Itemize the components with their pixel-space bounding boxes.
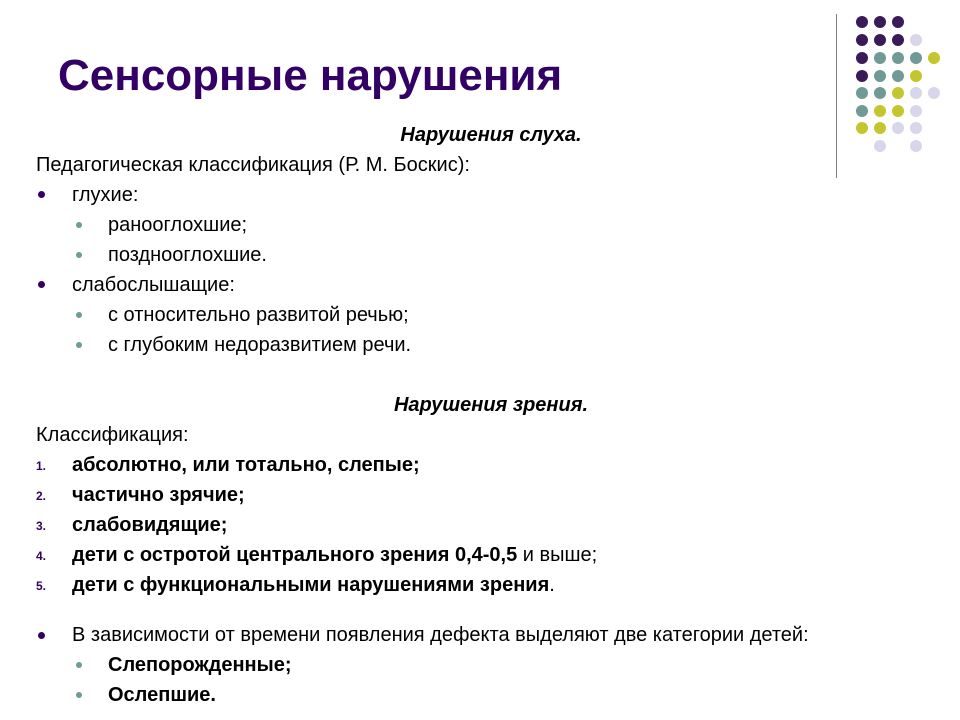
item-text-rest: . (549, 574, 555, 596)
item-number: 4. (36, 549, 47, 563)
decorative-dot (856, 52, 868, 64)
list-item (36, 240, 906, 270)
item-number: 1. (36, 459, 47, 473)
decorative-dot (910, 70, 922, 82)
decorative-dot (892, 70, 904, 82)
decorative-dot (892, 52, 904, 64)
sub-item: с относительно развитой речью; (108, 304, 409, 326)
item-number: 5. (36, 579, 47, 593)
numbered-item (36, 540, 906, 570)
decorative-dot (892, 34, 904, 46)
bullet-icon (76, 252, 82, 258)
decorative-dot (892, 105, 904, 117)
list-item (36, 620, 906, 650)
list-item (36, 330, 906, 360)
group-label: глухие: (72, 184, 139, 206)
list-item (36, 210, 906, 240)
list-item (36, 300, 906, 330)
bullet-icon (76, 222, 82, 228)
numbered-item (36, 570, 906, 600)
vision-heading: Нарушения зрения. (393, 394, 589, 416)
slide-content (36, 120, 906, 710)
item-number: 3. (36, 519, 47, 533)
item-text: абсолютно, или тотально, слепые; (72, 454, 420, 476)
decorative-dot (856, 105, 868, 117)
decorative-dot (874, 34, 886, 46)
decorative-dot (874, 52, 886, 64)
bullet-icon (38, 281, 45, 288)
list-item (36, 650, 906, 680)
item-text: дети с остротой центрального зрения 0,4-0,5 (72, 544, 518, 566)
sub-item: Ослепшие. (108, 684, 216, 706)
numbered-item (36, 510, 906, 540)
decorative-dot (874, 105, 886, 117)
list-item (36, 270, 906, 300)
numbered-item (36, 480, 906, 510)
list-item (36, 680, 906, 710)
decorative-dot (928, 52, 940, 64)
decorative-dot (856, 16, 868, 28)
sub-item: Слепорожденные; (108, 654, 292, 676)
bullet-icon (76, 692, 82, 698)
slide-title: Сенсорные нарушения (58, 51, 563, 100)
hearing-classification: Педагогическая классификация (Р. М. Боскис): (36, 154, 470, 176)
bullet-icon (38, 191, 45, 198)
item-text: слабовидящие; (72, 514, 228, 536)
group-label: слабослышащие: (72, 274, 235, 296)
decorative-dot (910, 122, 922, 134)
bullet-icon (76, 312, 82, 318)
numbered-item (36, 450, 906, 480)
vision-classification: Классификация: (36, 424, 189, 446)
decorative-dot (910, 34, 922, 46)
decorative-dot (856, 34, 868, 46)
bullet-icon (38, 632, 45, 639)
time-text: В зависимости от времени появления дефекта выделяют две категории детей: (72, 624, 809, 646)
item-text: частично зрячие; (72, 484, 245, 506)
decorative-dot (874, 16, 886, 28)
decorative-dot (856, 87, 868, 99)
bullet-icon (76, 342, 82, 348)
decorative-dot (892, 87, 904, 99)
hearing-heading: Нарушения слуха. (400, 124, 582, 146)
bullet-icon (76, 662, 82, 668)
item-text-rest: и выше; (517, 544, 598, 566)
list-item (36, 180, 906, 210)
decorative-dot (874, 87, 886, 99)
sub-item: с глубоким недоразвитием речи. (108, 334, 412, 356)
decorative-dot (910, 87, 922, 99)
sub-item: позднооглохшие. (108, 244, 267, 266)
item-number: 2. (36, 489, 47, 503)
decorative-dot (910, 140, 922, 152)
decorative-dot (928, 87, 940, 99)
item-text: дети с функциональными нарушениями зрения (72, 574, 550, 596)
sub-item: ранооглохшие; (108, 214, 248, 236)
decorative-dot (910, 105, 922, 117)
decorative-dot (856, 70, 868, 82)
decorative-dot (874, 70, 886, 82)
decorative-dot (910, 52, 922, 64)
decorative-dot (892, 16, 904, 28)
